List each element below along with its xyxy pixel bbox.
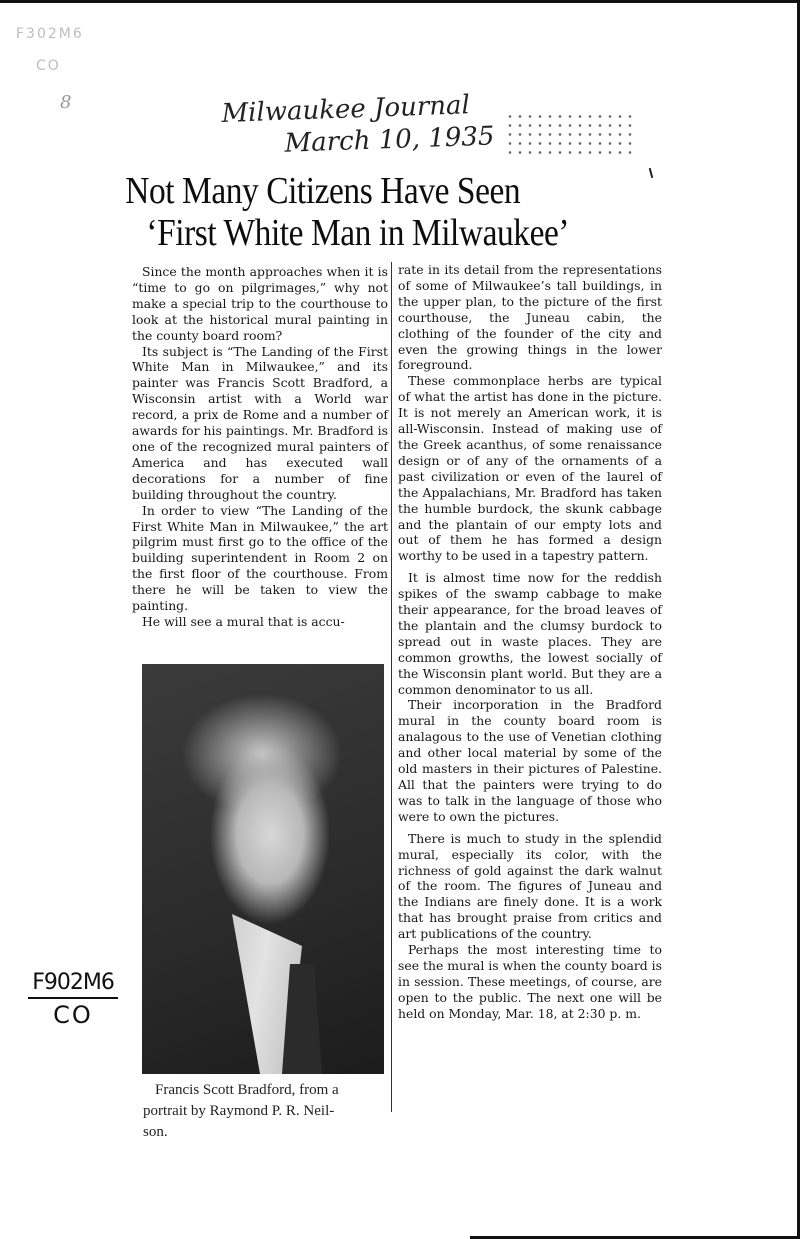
scan-border-top <box>0 0 800 3</box>
photo-caption <box>143 1080 388 1143</box>
caption-line-1: Francis Scott Bradford, from a <box>155 1082 339 1098</box>
paragraph: Since the month approaches when it is “time to go on pilgrimages,” why not make a special trip to the courthouse to look at the historical mural painting in the county board room? <box>132 264 388 343</box>
headline-line-1: Not Many Citizens Have Seen <box>125 170 521 212</box>
paragraph: Perhaps the most interesting time to see the mural is when the county board is in session. These meetings, of course, are open to the public. The next one will be held on Monday, Mar. 18, at 2:30 p. m. <box>398 942 662 1021</box>
paragraph: These commonplace herbs are typical of what the artist has done in the picture. It is not merely an American work, it is all-Wisconsin. Instead of making use of the Greek acanthus, of some renaissance design or of any of the ornaments of a past civilization or even of the laurel of the Appalachians, Mr. Bradford has taken the humble burdock, the skunk cabbage and the plantain of our empty lots and out of them he has formed a design worthy to be used in a tapestry pattern. <box>398 373 662 564</box>
caption-line-2: portrait by Raymond P. R. Neil- <box>143 1103 335 1119</box>
faint-catalog-number: F302M6 <box>16 26 84 42</box>
portrait-photo <box>142 664 384 1074</box>
article-column-right <box>398 262 662 1022</box>
paragraph: rate in its detail from the representations of some of Milwaukee’s tall buildings, in the upper plan, to the picture of the first courthouse, the Juneau cabin, the clothing of the founder of the city and even the growing things in the lower foreground. <box>398 262 662 373</box>
stray-mark <box>649 168 654 178</box>
paragraph: It is almost time now for the reddish spikes of the swamp cabbage to make their appearance, for the broad leaves of the plantain and the clumsy burdock to spread out in waste places. They are common growths, the lowest socially of the Wisconsin plant world. But they are a common denominator to us all. <box>398 570 662 697</box>
paragraph: Their incorporation in the Bradford mural in the county board room is analagous to the use of Venetian clothing and other local material by some of the old masters in their pictures of Palestine. All that the painters were trying to do was to talk in the language of those who were to own the pictures. <box>398 697 662 824</box>
headline-line-2: ‘First White Man in Milwaukee’ <box>146 212 570 254</box>
article-headline <box>120 170 613 254</box>
catalog-number: F902M6 <box>28 970 118 999</box>
caption-line-3: son. <box>143 1124 168 1140</box>
perforation-stamp-icon <box>505 112 635 156</box>
catalog-label <box>28 970 118 1029</box>
handwritten-date: March 10, 1935 <box>284 121 495 159</box>
paragraph: There is much to study in the splendid mural, especially its color, with the richness of gold against the dark walnut of the room. The figures of Juneau and the Indians are finely done. It is a work that has brought praise from critics and art publications of the country. <box>398 830 662 942</box>
paragraph: Its subject is “The Landing of the First White Man in Milwaukee,” and its painter was Francis Scott Bradford, a Wisconsin artist with a World war record, a prix de Rome and a number of awards for his paintings. Mr. Bradford is one of the recognized mural painters of America and has executed wall decorations for a number of fine building throughout the country. <box>132 343 388 502</box>
faint-pencil-mark: 8 <box>60 92 72 113</box>
article-column-left <box>132 264 388 630</box>
paragraph: In order to view “The Landing of the First White Man in Milwaukee,” the art pilgrim must first go to the office of the building superintendent in Room 2 on the first floor of the courthouse. From there he will be taken to view the painting. <box>132 502 388 614</box>
paragraph: He will see a mural that is accu- <box>142 613 345 629</box>
faint-catalog-sub: CO <box>36 58 61 74</box>
catalog-sub: CO <box>53 1001 93 1029</box>
column-rule <box>391 262 392 1112</box>
handwritten-source: Milwaukee Journal <box>221 90 471 129</box>
